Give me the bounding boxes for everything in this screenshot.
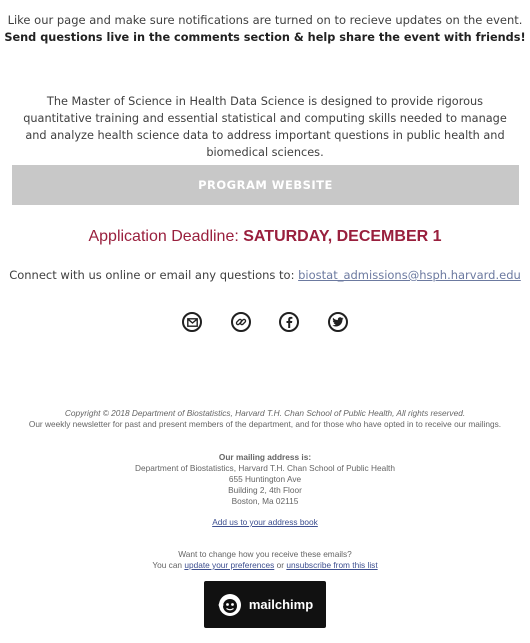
address-line: Department of Biostatistics, Harvard T.H. Chan School of Public Health [135, 463, 395, 473]
add-to-address-book-link[interactable]: Add us to your address book [212, 517, 318, 527]
application-deadline [0, 228, 530, 246]
deadline-date: SATURDAY, DECEMBER 1 [243, 228, 442, 245]
address-line: Building 2, 4th Floor [228, 485, 302, 495]
unsubscribe-link[interactable]: unsubscribe from this list [286, 560, 378, 570]
deadline-label: Application Deadline: [88, 228, 239, 245]
email-icon[interactable] [182, 312, 202, 332]
address-book-row [0, 517, 530, 528]
mailchimp-logo-icon [217, 592, 243, 618]
program-description: The Master of Science in Health Data Science is designed to provide rigorous quantitative training and essential statistical and computing skills needed to manage and analyze health science data to address important questions in public health and biomedical sciences. [23, 95, 507, 159]
you-can-text: You can [152, 560, 183, 570]
program-website-label: PROGRAM WEBSITE [198, 178, 333, 192]
connect-text: Connect with us online or email any questions to: [9, 268, 295, 282]
program-website-button[interactable] [12, 165, 519, 205]
link-icon[interactable] [231, 312, 251, 332]
newsletter-note: Our weekly newsletter for past and present members of the department, and for those who have opted in to receive our mailings. [28, 419, 502, 429]
update-preferences-link[interactable]: update your preferences [184, 560, 275, 570]
intro-line-2: Send questions live in the comments section & help share the event with friends! [4, 31, 526, 44]
intro-line-1: Like our page and make sure notifications are turned on to recieve updates on the event. [7, 13, 523, 27]
intro-text [0, 12, 530, 46]
connect-line [0, 268, 530, 282]
address-line: 655 Huntington Ave [228, 474, 302, 484]
mailchimp-badge[interactable] [204, 581, 326, 628]
copyright-text: Copyright © 2018 Department of Biostatistics, Harvard T.H. Chan School of Public Health, All rights reserved. [64, 408, 466, 418]
change-question: Want to change how you receive these emails? [178, 549, 352, 559]
facebook-icon[interactable] [279, 312, 299, 332]
mailchimp-label: mailchimp [248, 597, 314, 612]
preferences-line [0, 560, 530, 571]
social-icons [180, 312, 352, 336]
twitter-icon[interactable] [328, 312, 348, 332]
preferences-block [0, 549, 530, 571]
footer-copyright [0, 408, 530, 430]
mailing-heading: Our mailing address is: [218, 452, 312, 462]
or-text: or [276, 560, 285, 570]
mailing-address [0, 452, 530, 507]
email-link[interactable]: biostat_admissions@hsph.harvard.edu [298, 268, 521, 282]
address-line: Boston, Ma 02115 [231, 496, 299, 506]
